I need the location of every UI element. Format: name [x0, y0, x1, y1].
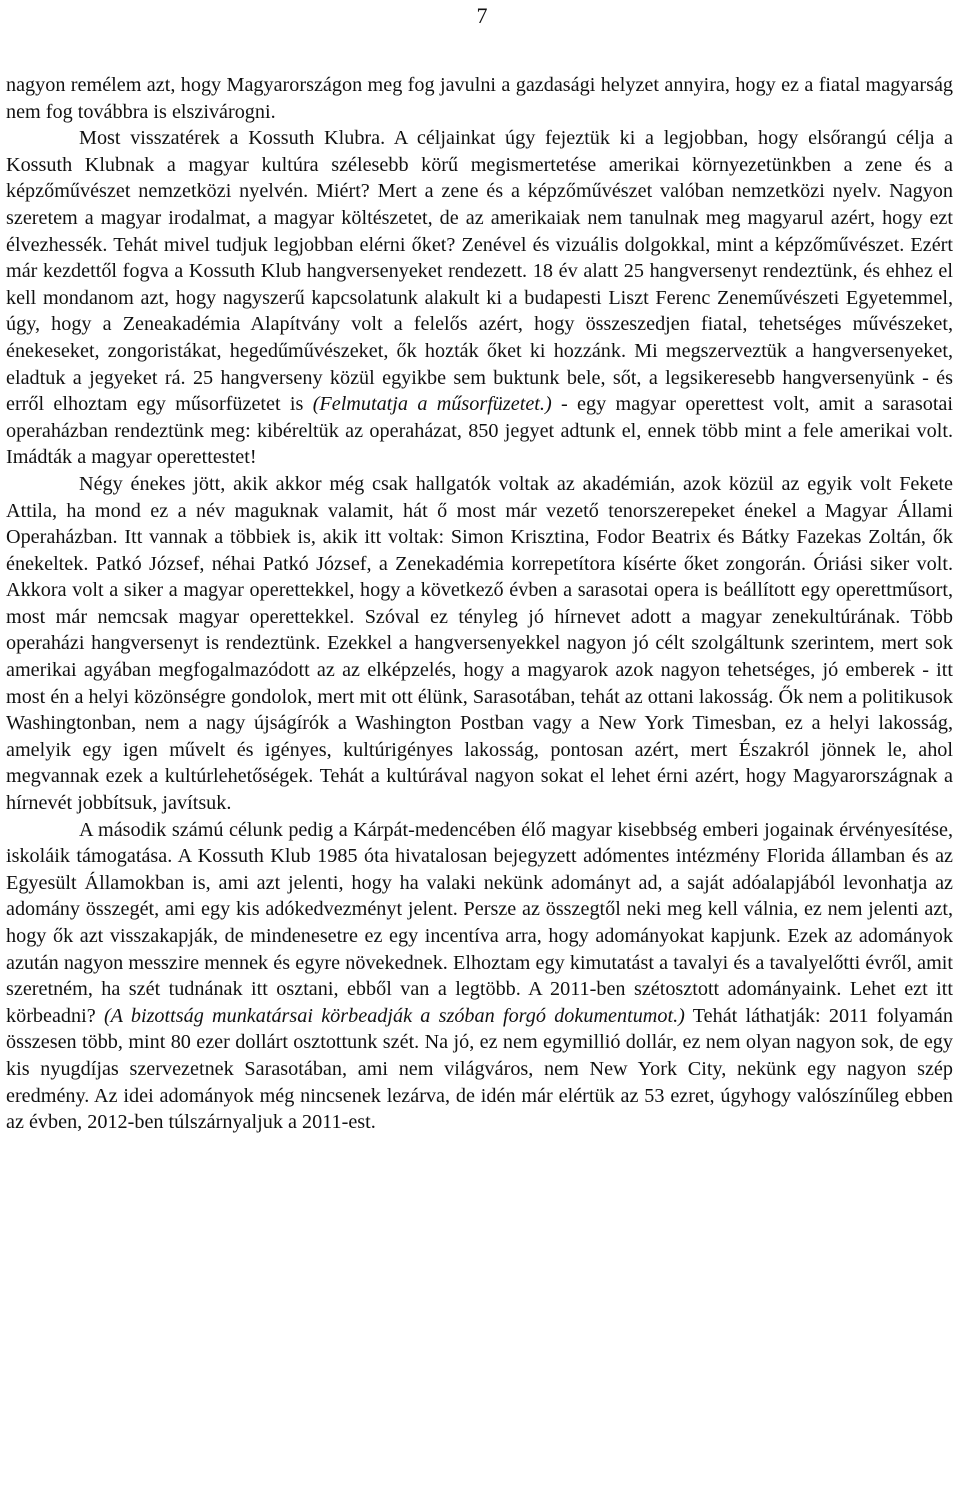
paragraph-text: A második számú célunk pedig a Kárpát-medencében élő magyar kisebbség emberi jogainak érvényesítése, iskoláik támogatása. A Kossuth Klub 1985 óta hivatalosan bejegyzett adómentes intézmény Florida államban és az Egyesült Államokban is, ami azt jelenti, hogy ha valaki nekünk adományt ad, a saját adóalapjából levonhatja az adomány összegét, ami egy kis adókedvezményt jelent. Persze az összegtől neki meg kell válnia, ez nem jelenti azt, hogy ők azt visszakapják, de mindenesetre ez egy incentíva arra, hogy adományokat kapjunk. Ezek az adományok azután nagyon messzire mennek és egyre növekednek. Elhoztam egy kimutatást a tavalyi és a tavalyelőtti évről, amit szeretném, ha szét tudnának itt osztani, ebből van a legtöbb. A 2011-ben szétosztott adományaink. Lehet ezt itt körbeadni? — [6, 818, 953, 1027]
stage-direction: (A bizottság munkatársai körbeadják a szóban forgó dokumentumot.) — [103, 1004, 685, 1027]
paragraph-text: nagyon remélem azt, hogy Magyarországon meg fog javulni a gazdasági helyzet annyira, hogy ez a fiatal magyarság nem fog továbbra is elszivárogni. — [6, 74, 953, 123]
document-body — [6, 72, 953, 1136]
paragraph-text: Négy énekes jött, akik akkor még csak hallgatók voltak az akadémián, azok közül az egyik volt Fekete Attila, ha mond ez a név maguknak valamit, hát ő most már vezető tenorszerepeket énekel a Magyar Állami Operaházban. Itt vannak a többiek is, akik itt voltak: Simon Krisztina, Fodor Beatrix és Bátky Fazekas Zoltán, ők énekeltek. Patkó József, néhai Patkó József, a Zenekadémia korrepetítora kísérte őket zongorán. Óriási siker volt. Akkora volt a siker a magyar operettekkel, hogy a következő évben a sarasotai opera is beállított egy operettműsort, most már nemcsak magyar operettekkel. Szóval ez tényleg jó hírnevet adott a magyar zenekultúrának. Több operaházi hangversenyt is rendeztünk. Ezekkel a hangversenyekkel nagyon jó célt szolgáltunk szerintem, mert sok amerikai agyában megfogalmazódott az az elképzelés, hogy a magyarok azok nagyon tehetséges, jó emberek - itt most én a helyi közönségre gondolok, mert mit ott élünk, Sarasotában, tehát az ottani lakosság. Ők nem a politikusok Washingtonban, nem a nagy újságírók a Washington Postban vagy a New York Timesban, ez a helyi lakosság, amelyik egy igen művelt és igényes, kultúrigényes lakosság, pontosan azért, mert Északról jönnek le, ahol megvannak ezek a kultúrlehetőségek. Tehát a kultúrával nagyon sokat el lehet érni azért, hogy Magyarországnak a hírnevét jobbítsuk, javítsuk. — [6, 472, 953, 815]
paragraph-4 — [6, 817, 953, 1136]
paragraph-text: - egy magyar operettest volt, amit a sarasotai operaházban rendeztünk meg: kibéreltük az operaházat, 850 jegyet adtunk el, ennek több mint a fele amerikai volt. Imádták a magyar operettestet! — [6, 393, 954, 469]
paragraph-1 — [6, 72, 953, 125]
stage-direction: (Felmutatja a műsorfüzetet.) — [312, 393, 552, 416]
paragraph-text: Most visszatérek a Kossuth Klubra. A céljainkat úgy fejeztük ki a legjobban, hogy elsőrangú célja a Kossuth Klubnak a magyar kultúra szélesebb körű megismertetése amerikai környezetünkben a zene és a képzőművészet nemzetközi nyelvén. Miért? Mert a zene és a képzőművészet valóban nemzetközi nyelv. Nagyon szeretem a magyar irodalmat, a magyar költészetet, de az amerikaiak nem tanulnak meg magyarul azért, hogy ezt élvezhessék. Tehát mivel tudjuk legjobban elérni őket? Zenével és vizuális dolgokkal, mint a képzőművészet. Ezért már kezdettől fogva a Kossuth Klub hangversenyeket rendezett. 18 év alatt 25 hangversenyt rendeztünk, és ehhez el kell mondanom azt, hogy nagyszerű kapcsolatunk alakult ki a budapesti Liszt Ferenc Zeneművészeti Egyetemmel, úgy, hogy a Zeneakadémia Alapítvány volt a felelős azért, hogy összeszedjen fiatal, tehetséges művészeket, énekeseket, zongoristákat, hegedűművészeket, ők hozták őket ki hozzánk. Mi megszerveztük a hangversenyeket, eladtuk a jegyeket rá. 25 hangverseny közül egyikbe sem buktunk bele, sőt, a legsikeresebb hangversenyünk - és erről elhoztam egy műsorfüzetet is — [6, 127, 953, 416]
page-number: 7 — [476, 3, 488, 28]
paragraph-2 — [6, 125, 953, 471]
paragraph-3 — [6, 471, 953, 817]
paragraph-text: Tehát láthatják: 2011 folyamán összesen több, mint 80 ezer dollárt osztottunk szét. Na jó, ez nem egymillió dollár, ez nem olyan nagyon sok, de egy kis nyugdíjas szervezetnek Sarasotában, ami nem világváros, nem New York City, nekünk egy nagyon szép eredmény. Az idei adományok még nincsenek lezárva, de idén már elértük az 53 ezret, úgyhogy valószínűleg ebben az évben, 2012-ben túlszárnyaljuk a 2011-est. — [6, 1004, 953, 1134]
